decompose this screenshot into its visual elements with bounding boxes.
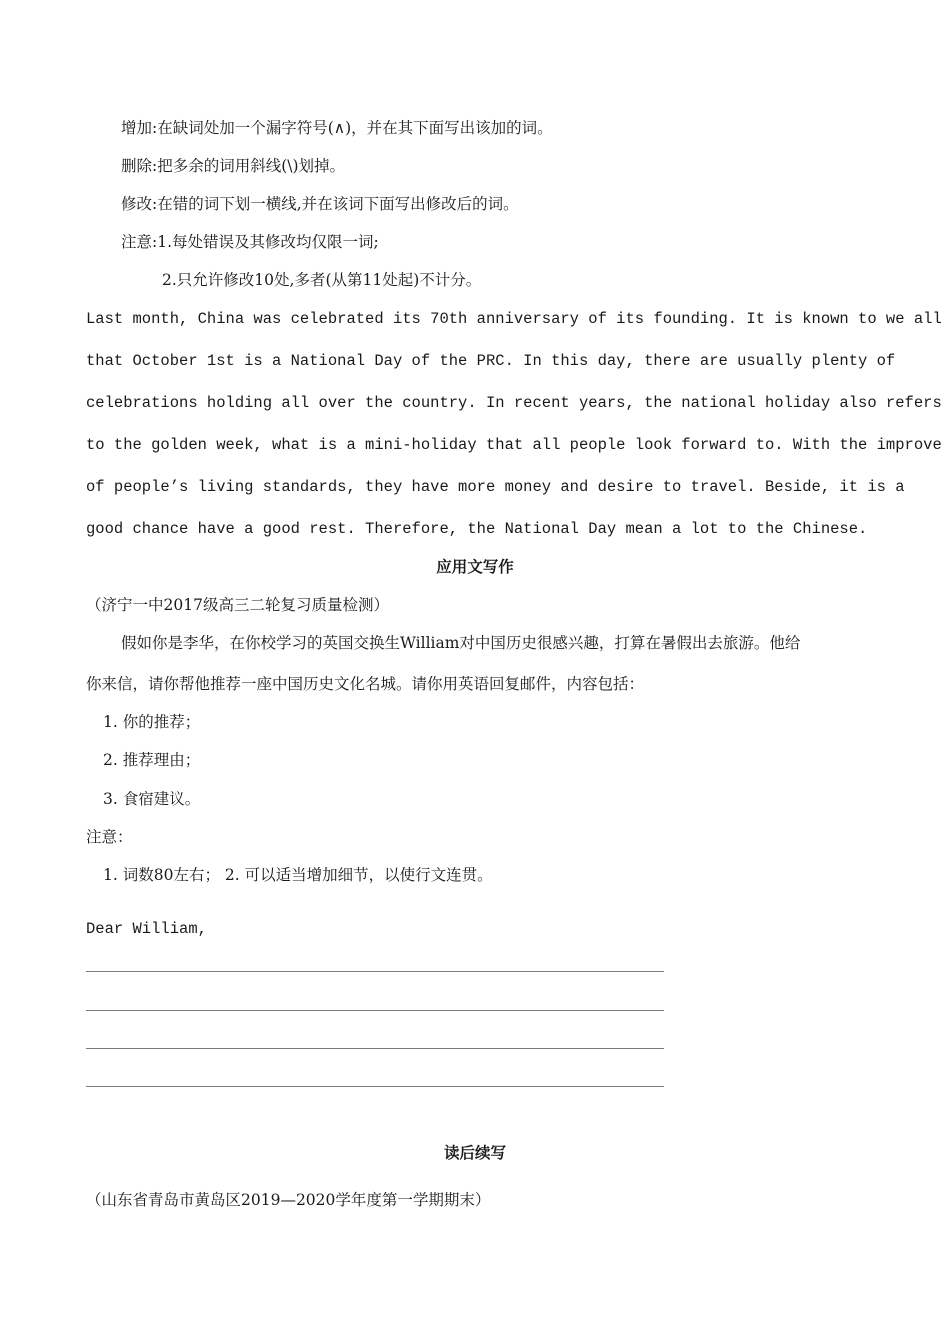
writing-item: 3. 食宿建议。 xyxy=(103,790,201,808)
writing-item: 2. 推荐理由； xyxy=(103,751,201,769)
instruction-modify: 修改:在错的词下划一横线,并在该词下面写出修改后的词。 xyxy=(121,195,519,213)
passage-line: Last month, China was celebrated its 70th anniversary of its founding. It is known to we all xyxy=(86,310,942,328)
letter-greeting: Dear William, xyxy=(86,920,207,938)
writing-prompt-line-1: 假如你是李华，在你校学习的英国交换生William对中国历史很感兴趣，打算在暑假出去旅游。他给 xyxy=(121,634,801,652)
continuation-source: （山东省青岛市黄岛区2019—2020学年度第一学期期末） xyxy=(86,1191,491,1209)
writing-answer-line[interactable] xyxy=(86,1048,664,1049)
instruction-note-1: 注意:1.每处错误及其修改均仅限一词; xyxy=(121,233,379,251)
passage-line: celebrations holding all over the country. In recent years, the national holiday also refers xyxy=(86,394,942,412)
writing-note-text: 1. 词数80左右； 2. 可以适当增加细节，以使行文连贯。 xyxy=(103,866,493,884)
passage-line: good chance have a good rest. Therefore, the National Day mean a lot to the Chinese. xyxy=(86,520,868,538)
passage-line: to the golden week, what is a mini-holiday that all people look forward to. With the improve xyxy=(86,436,942,454)
writing-answer-line[interactable] xyxy=(86,1086,664,1087)
passage-line: of people’s living standards, they have more money and desire to travel. Beside, it is a xyxy=(86,478,905,496)
instruction-add: 增加:在缺词处加一个漏字符号(∧)，并在其下面写出该加的词。 xyxy=(121,119,553,137)
writing-note-label: 注意： xyxy=(86,828,133,846)
section-heading-continuation: 读后续写 xyxy=(443,1144,506,1162)
writing-answer-line[interactable] xyxy=(86,971,664,972)
writing-source: （济宁一中2017级高三二轮复习质量检测） xyxy=(86,596,389,614)
passage-line: that October 1st is a National Day of the PRC. In this day, there are usually plenty of xyxy=(86,352,896,370)
writing-item: 1. 你的推荐； xyxy=(103,713,201,731)
instruction-note-2: 2.只允许修改10处,多者(从第11处起)不计分。 xyxy=(162,271,482,289)
writing-prompt-line-2: 你来信，请你帮他推荐一座中国历史文化名城。请你用英语回复邮件，内容包括： xyxy=(86,675,645,693)
section-heading-writing: 应用文写作 xyxy=(436,558,514,576)
writing-answer-line[interactable] xyxy=(86,1010,664,1011)
instruction-delete: 删除:把多余的词用斜线(\)划掉。 xyxy=(121,157,346,175)
